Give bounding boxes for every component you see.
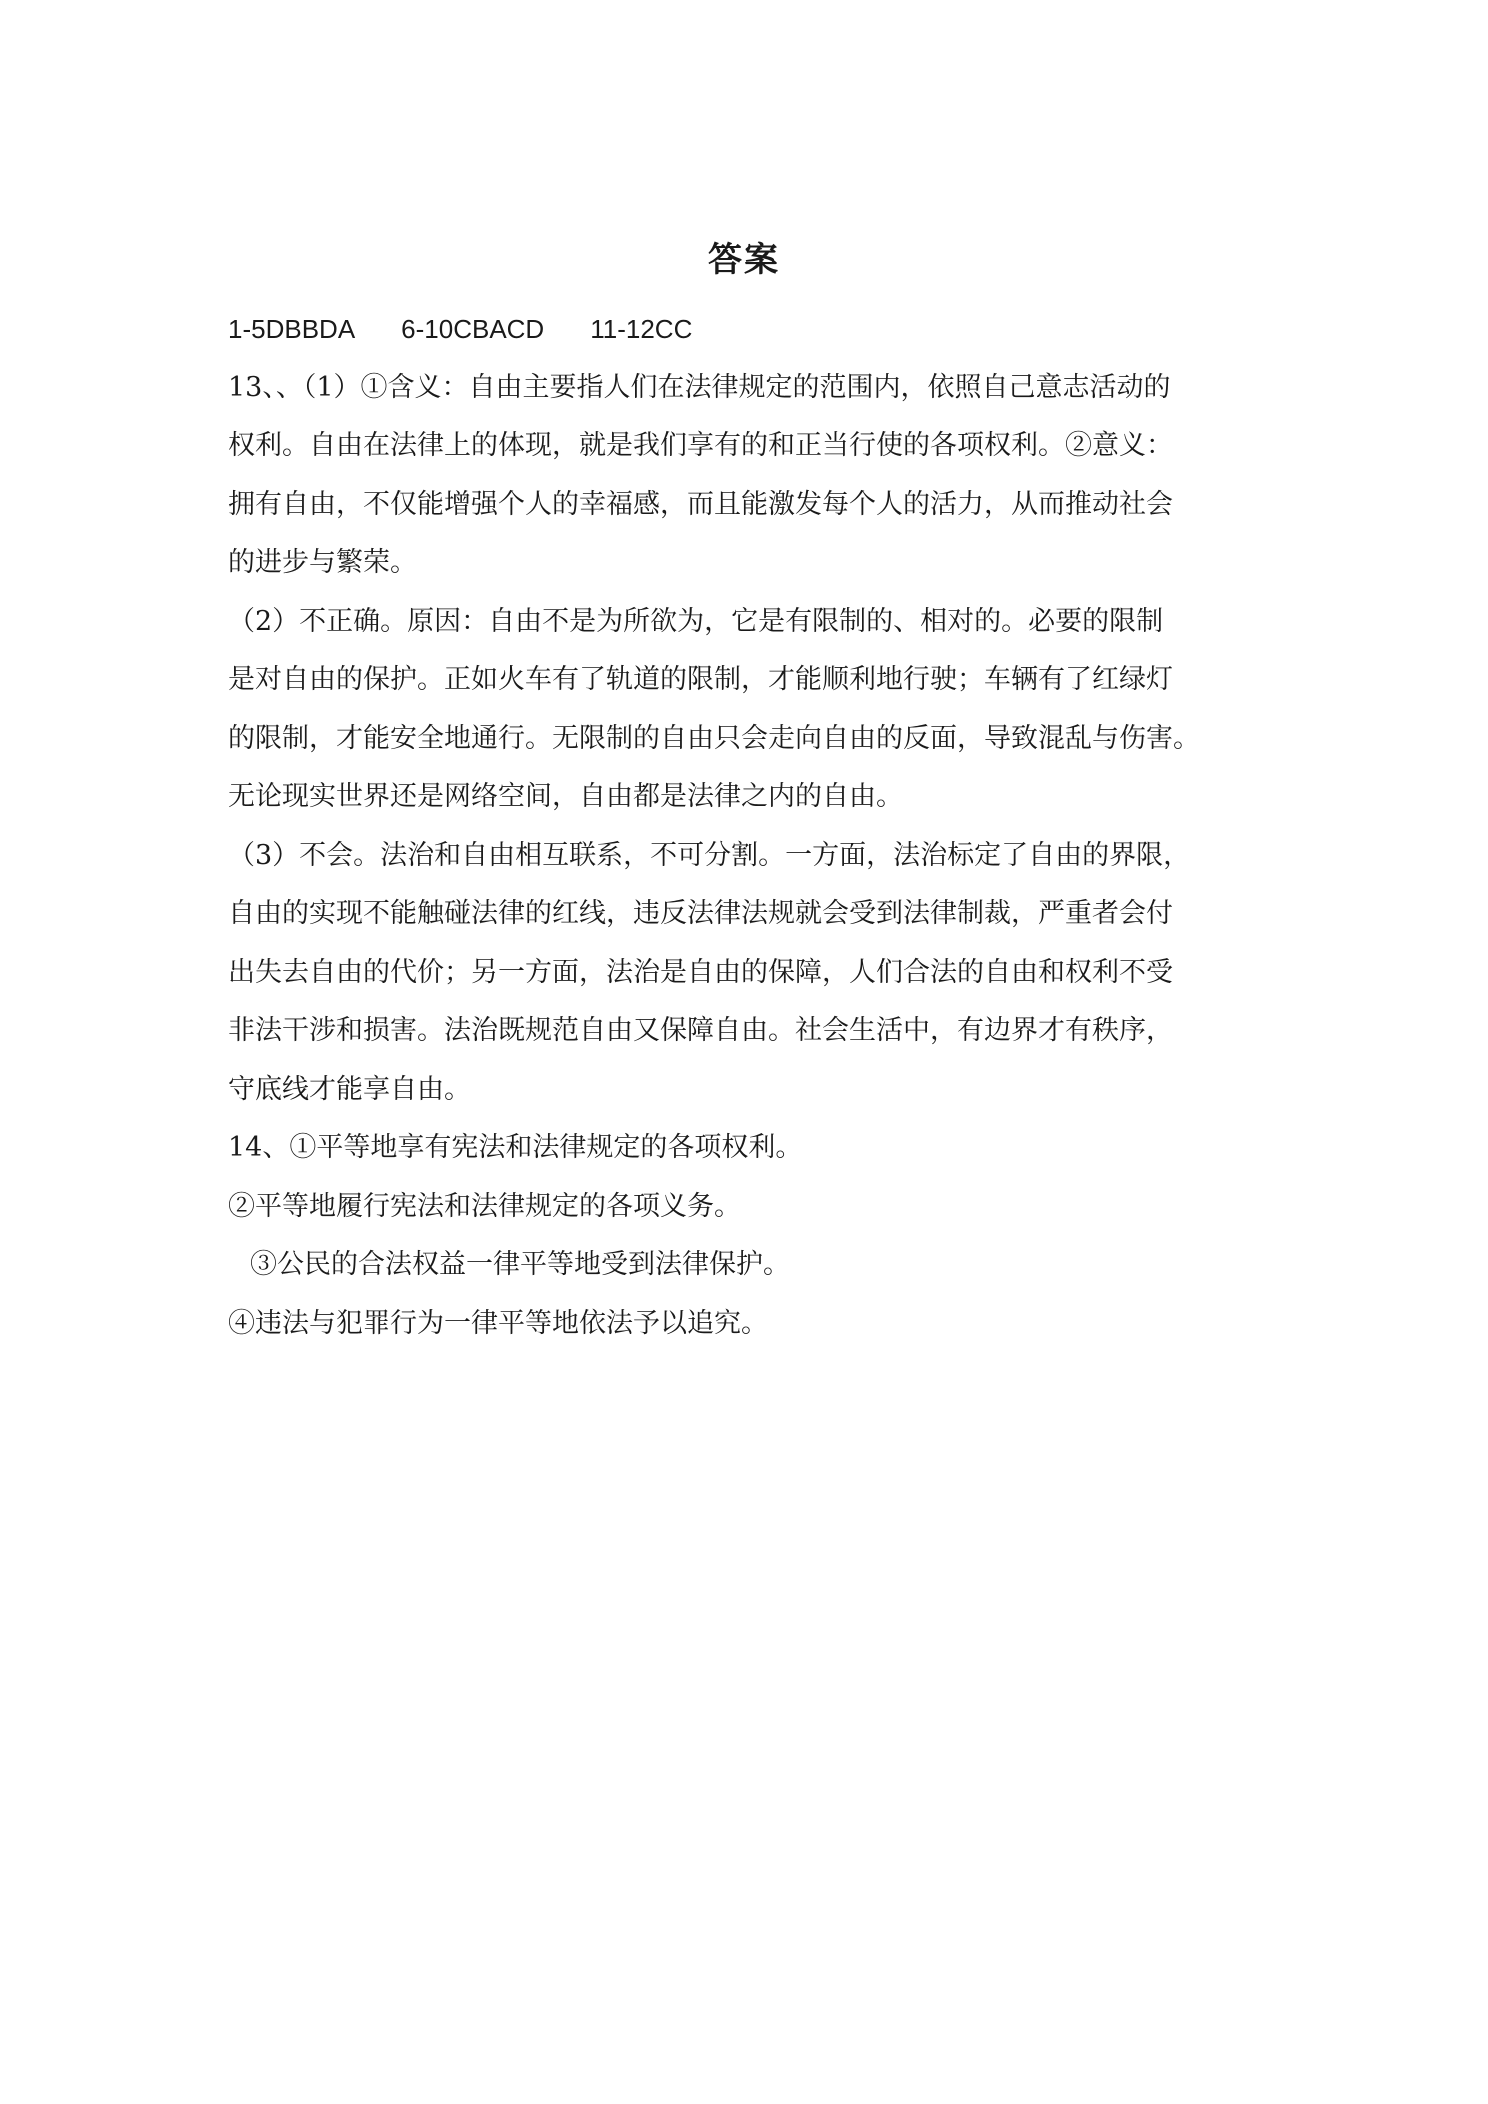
q13-part3-line-2: 自由的实现不能触碰法律的红线，违反法律法规就会受到法律制裁，严重者会付 <box>228 898 1173 929</box>
q13-part3-line-5: 守底线才能享自由。 <box>228 1073 471 1105</box>
q14-line-2: ②平等地履行宪法和法律规定的各项义务。 <box>228 1190 741 1222</box>
q13-part3-line-1: （3）不会。法治和自由相互联系，不可分割。一方面，法治标定了自由的界限， <box>228 839 1191 871</box>
q13-part2-line-3: 的限制，才能安全地通行。无限制的自由只会走向自由的反面，导致混乱与伤害。 <box>228 722 1200 754</box>
q13-part2-line-1: （2）不正确。原因：自由不是为所欲为，它是有限制的、相对的。必要的限制 <box>228 605 1164 637</box>
answer-content <box>228 300 1272 1353</box>
q13-line-4: 的进步与繁荣。 <box>228 547 417 578</box>
page-title: 答案 <box>708 240 780 280</box>
q13-part2-line-4: 无论现实世界还是网络空间，自由都是法律之内的自由。 <box>228 781 903 812</box>
q13-part3-line-3: 出失去自由的代价；另一方面，法治是自由的保障，人们合法的自由和权利不受 <box>228 956 1173 988</box>
q13-part2-line-2: 是对自由的保护。正如火车有了轨道的限制，才能顺利地行驶；车辆有了红绿灯 <box>228 664 1173 695</box>
multiple-choice-answers <box>228 300 1272 359</box>
mc-answer-6-10: 6-10CBACD <box>401 314 545 344</box>
q13-line-1: 13、、（1）①含义：自由主要指人们在法律规定的范围内，依照自己意志活动的 <box>228 371 1171 403</box>
mc-answer-1-5: 1-5DBBDA <box>228 314 356 344</box>
q14-line-1: 14、①平等地享有宪法和法律规定的各项权利。 <box>228 1132 803 1163</box>
q13-part3-line-4: 非法干涉和损害。法治既规范自由又保障自由。社会生活中，有边界才有秩序， <box>228 1015 1173 1046</box>
q14-line-4: ④违法与犯罪行为一律平等地依法予以追究。 <box>228 1307 768 1339</box>
q14-line-3: ③公民的合法权益一律平等地受到法律保护。 <box>250 1249 790 1280</box>
q13-line-3: 拥有自由，不仅能增强个人的幸福感，而且能激发每个人的活力，从而推动社会 <box>228 488 1173 520</box>
mc-answer-11-12: 11-12CC <box>590 314 693 344</box>
q13-line-2: 权利。自由在法律上的体现，就是我们享有的和正当行使的各项权利。②意义： <box>228 430 1173 461</box>
